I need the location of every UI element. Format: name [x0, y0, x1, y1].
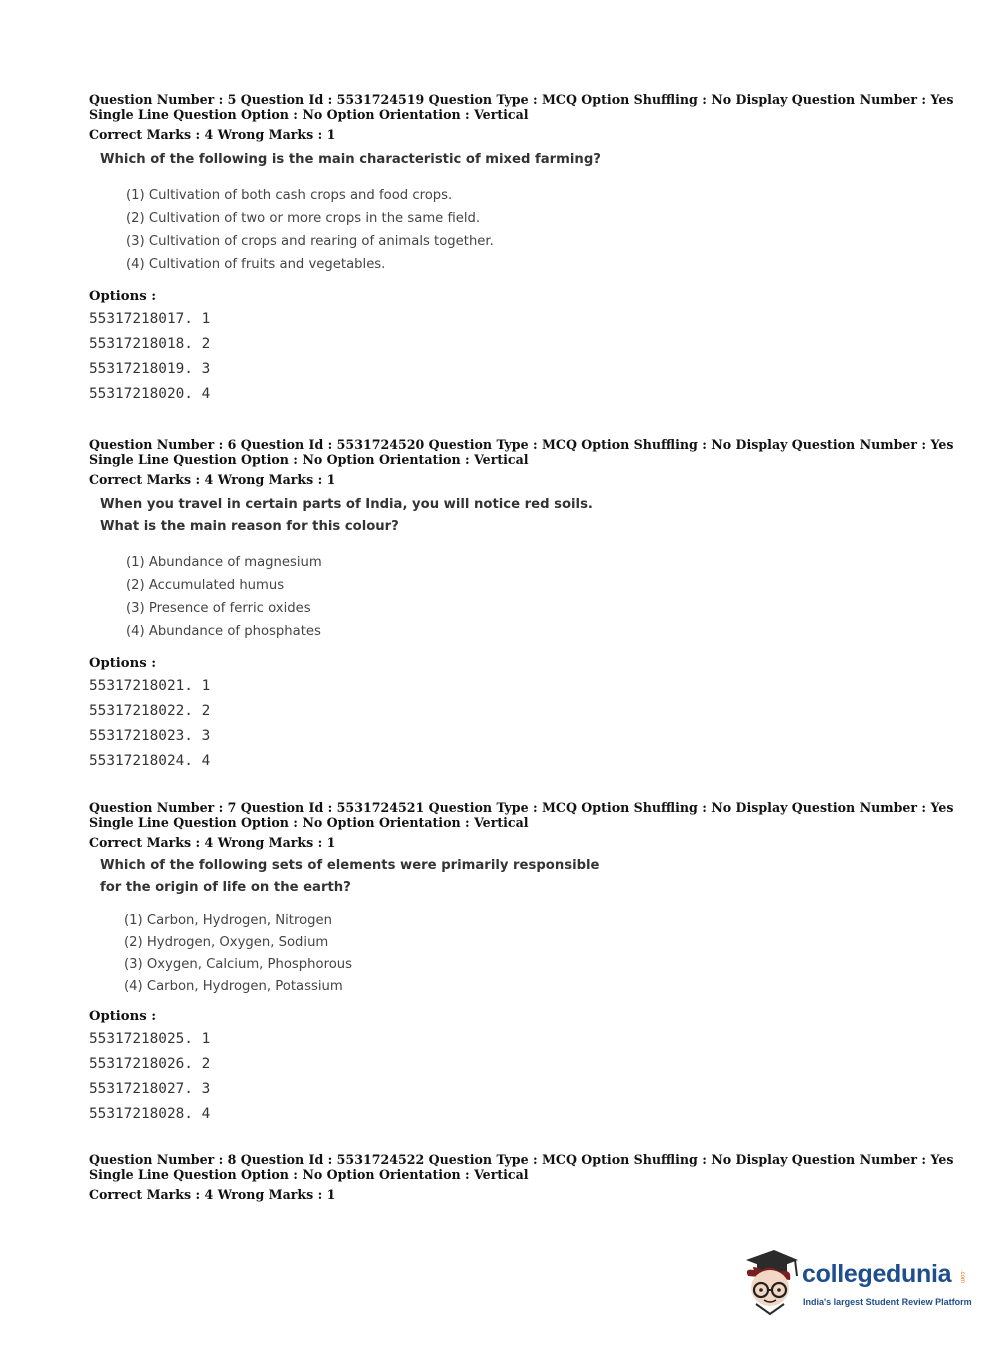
options-list	[89, 307, 969, 407]
option-id: 55317218018. 2	[89, 336, 211, 352]
collegedunia-logo	[740, 1246, 972, 1318]
question-stem: When you travel in certain parts of India, you will notice red soils. What is the main reason for this colour?	[100, 497, 593, 534]
question-meta	[89, 1152, 969, 1202]
question-meta-line1: Question Number : 5 Question Id : 5531724519 Question Type : MCQ Option Shuffling : No Display Question Number : Yes	[89, 92, 954, 107]
option-id: 55317218023. 3	[89, 728, 211, 744]
question-block-8	[89, 1152, 969, 1202]
option-id: 55317218025. 1	[89, 1031, 211, 1047]
options-label: Options :	[89, 289, 157, 304]
option-id: 55317218022. 2	[89, 703, 211, 719]
question-meta-line2: Single Line Question Option : No Option Orientation : Vertical	[89, 107, 529, 122]
question-marks: Correct Marks : 4 Wrong Marks : 1	[89, 127, 336, 142]
option-id: 55317218020. 4	[89, 386, 211, 402]
option-id: 55317218027. 3	[89, 1081, 211, 1097]
question-meta-line1: Question Number : 8 Question Id : 5531724522 Question Type : MCQ Option Shuffling : No Display Question Number : Yes	[89, 1152, 954, 1167]
choice-item: (2) Hydrogen, Oxygen, Sodium	[124, 935, 329, 950]
logo-suffix: .com	[959, 1270, 965, 1284]
option-id: 55317218021. 1	[89, 678, 211, 694]
choice-item: (3) Oxygen, Calcium, Phosphorous	[124, 957, 353, 972]
question-meta	[89, 800, 969, 850]
choice-item: (4) Abundance of phosphates	[126, 624, 321, 639]
question-marks: Correct Marks : 4 Wrong Marks : 1	[89, 1187, 336, 1202]
option-id: 55317218026. 2	[89, 1056, 211, 1072]
choice-item: (1) Carbon, Hydrogen, Nitrogen	[124, 913, 333, 928]
question-choices	[126, 551, 969, 643]
option-id: 55317218017. 1	[89, 311, 211, 327]
question-choices	[126, 184, 969, 276]
question-meta-line2: Single Line Question Option : No Option Orientation : Vertical	[89, 815, 529, 830]
option-id: 55317218019. 3	[89, 361, 211, 377]
question-meta	[89, 437, 969, 487]
option-id: 55317218024. 4	[89, 753, 211, 769]
question-meta-line2: Single Line Question Option : No Option Orientation : Vertical	[89, 452, 529, 467]
question-marks: Correct Marks : 4 Wrong Marks : 1	[89, 472, 336, 487]
mascot-icon	[740, 1246, 802, 1318]
question-meta-line1: Question Number : 6 Question Id : 5531724520 Question Type : MCQ Option Shuffling : No Display Question Number : Yes	[89, 437, 954, 452]
options-list	[89, 1027, 969, 1127]
options-label: Options :	[89, 1009, 157, 1024]
logo-tagline: India's largest Student Review Platform	[803, 1297, 972, 1307]
question-stem: Which of the following sets of elements were primarily responsible for the origin of life on the earth?	[100, 858, 600, 895]
question-choices	[124, 910, 969, 998]
logo-brand: collegedunia	[802, 1260, 952, 1288]
question-block-5	[89, 92, 969, 407]
question-stem: Which of the following is the main characteristic of mixed farming?	[100, 152, 601, 167]
choice-item: (4) Carbon, Hydrogen, Potassium	[124, 979, 343, 994]
choice-item: (3) Presence of ferric oxides	[126, 601, 311, 616]
options-label: Options :	[89, 656, 157, 671]
question-meta-line1: Question Number : 7 Question Id : 5531724521 Question Type : MCQ Option Shuffling : No Display Question Number : Yes	[89, 800, 954, 815]
question-marks: Correct Marks : 4 Wrong Marks : 1	[89, 835, 336, 850]
choice-item: (1) Abundance of magnesium	[126, 555, 322, 570]
question-block-6	[89, 437, 969, 774]
choice-item: (3) Cultivation of crops and rearing of animals together.	[126, 234, 494, 249]
choice-item: (1) Cultivation of both cash crops and food crops.	[126, 188, 453, 203]
question-meta-line2: Single Line Question Option : No Option Orientation : Vertical	[89, 1167, 529, 1182]
question-block-7	[89, 800, 969, 1127]
choice-item: (2) Accumulated humus	[126, 578, 285, 593]
question-meta	[89, 92, 969, 142]
choice-item: (4) Cultivation of fruits and vegetables.	[126, 257, 386, 272]
options-list	[89, 674, 969, 774]
option-id: 55317218028. 4	[89, 1106, 211, 1122]
choice-item: (2) Cultivation of two or more crops in the same field.	[126, 211, 481, 226]
